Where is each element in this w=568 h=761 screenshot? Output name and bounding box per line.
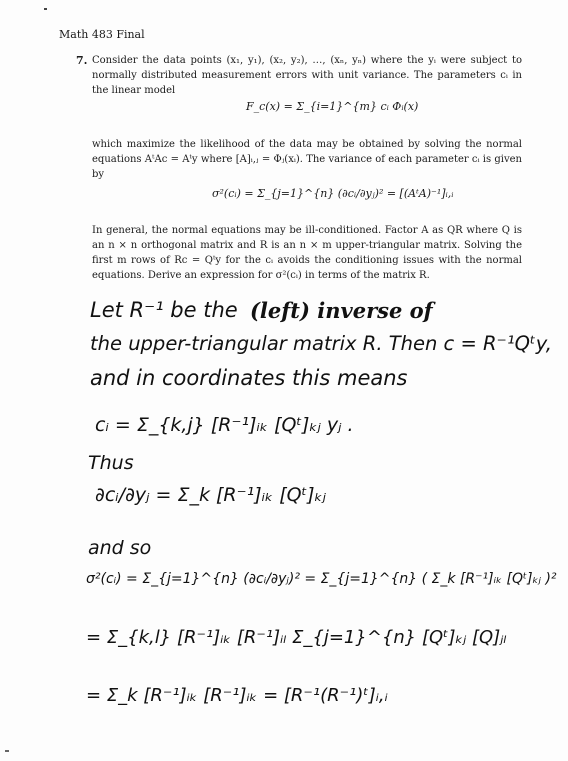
coordinate-equation: cᵢ = Σ_{k,j} [R⁻¹]ᵢₖ [Qᵗ]ₖⱼ yⱼ . [95,414,354,436]
andso-label: and so [88,537,152,559]
problem-number: 7. [76,54,88,67]
variance-expansion: σ²(cᵢ) = Σ_{j=1}^{n} (∂cᵢ/∂yⱼ)² = Σ_{j=1}^{n} ( Σ_k [R⁻¹]ᵢₖ [Qᵗ]ₖⱼ )² [86,571,557,587]
final-result-equation: = Σ_k [R⁻¹]ᵢₖ [R⁻¹]ᵢₖ = [R⁻¹(R⁻¹)ᵗ]ᵢ,ᵢ [86,685,388,706]
problem-intro: Consider the data points (x₁, y₁), (x₂, y₂), …, (xₙ, yₙ) where the yᵢ were subject to normally distributed measurement errors with unit variance. The parameters cᵢ in the linear model [92,55,522,96]
derivative-equation: ∂cᵢ/∂yⱼ = Σ_k [R⁻¹]ᵢₖ [Qᵗ]ₖⱼ [95,484,326,506]
scan-speck [5,750,9,752]
solution-line-1b: (left) inverse of [250,298,433,323]
double-sum-equation: = Σ_{k,l} [R⁻¹]ᵢₖ [R⁻¹]ᵢₗ Σ_{j=1}^{n} [Qᵗ]ₖⱼ [Q]ⱼₗ [86,627,507,648]
solution-line-2: the upper-triangular matrix R. Then c = R⁻¹Qᵗy, [90,332,552,355]
scan-speck [44,8,47,10]
variance-equation: σ²(cᵢ) = Σ_{j=1}^{n} (∂cᵢ/∂yⱼ)² = [(AᵗA)⁻¹]ᵢ,ᵢ [212,187,454,200]
problem-middle: which maximize the likelihood of the data may be obtained by solving the normal equations AᵗAc = Aᵗy where [A]ᵢ,ⱼ = Φⱼ(xᵢ). The variance of each parameter cᵢ is given by [92,139,522,180]
problem-closing: In general, the normal equations may be ill-conditioned. Factor A as QR where Q is an n × n orthogonal matrix and R is an n × m upper-triangular matrix. Solving the first m rows of Rc = Qᵗy for the cᵢ avoids the conditioning issues with the normal equations. Derive an expression for σ²(cᵢ) in terms of the matrix R. [92,225,522,281]
model-equation: F_c(x) = Σ_{i=1}^{m} cᵢ Φᵢ(x) [246,100,419,113]
thus-label: Thus [88,452,134,474]
page-header: Math 483 Final [59,28,145,41]
solution-line-3: and in coordinates this means [90,366,408,390]
solution-line-1a: Let R⁻¹ be the [90,298,238,322]
